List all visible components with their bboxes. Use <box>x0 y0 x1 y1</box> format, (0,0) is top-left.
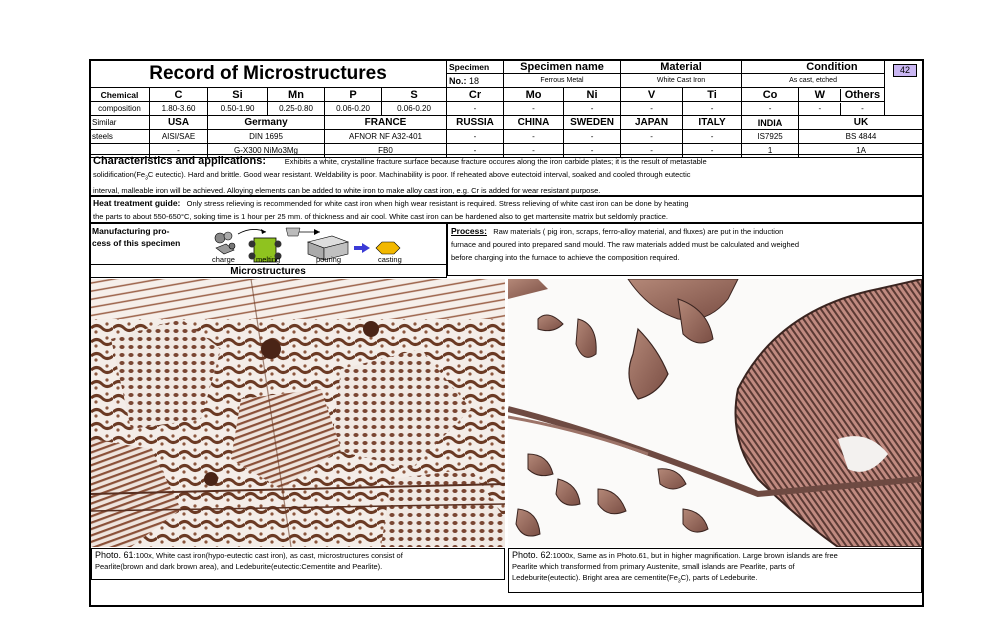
grade-india: 1 <box>742 144 799 158</box>
manufacturing-heading-2: cess of this specimen <box>92 238 181 248</box>
condition-label: Condition <box>742 60 885 74</box>
photo-62-subscript: 3 <box>677 578 681 585</box>
condition-value: As cast, etched <box>742 74 885 88</box>
chemical-label: Chemical <box>90 88 150 102</box>
country-usa: USA <box>150 116 208 130</box>
characteristics-text-2a: solidification(Fe <box>93 169 146 179</box>
value-mo: - <box>504 102 564 116</box>
grade-japan: - <box>621 144 683 158</box>
std-japan: - <box>621 130 683 144</box>
photo-62-label: Photo. 62 <box>512 550 551 560</box>
value-cr: - <box>447 102 504 116</box>
element-mn: Mn <box>268 88 325 102</box>
page-title: Record of Microstructures <box>90 60 447 88</box>
element-w: W Others <box>799 88 885 102</box>
microstructures-label: Microstructures <box>89 264 447 278</box>
photo-62-text-3b: C), parts of Ledeburite. <box>680 573 758 582</box>
element-cr: Cr <box>447 88 504 102</box>
grade-usa: - <box>150 144 208 158</box>
characteristics-subscript: 3 <box>145 175 148 181</box>
country-china: CHINA <box>504 116 564 130</box>
value-s: 0.06-0.20 <box>382 102 447 116</box>
element-ni: Ni <box>564 88 621 102</box>
specimen-name-value: Ferrous Metal <box>504 74 621 88</box>
value-w-others: - - <box>799 102 885 116</box>
element-s: S <box>382 88 447 102</box>
heat-treatment-text-1: Only stress relieving is recommended for white cast iron when high wear resistant is required. Stress relieving of white cast iron can be done by heating <box>186 199 689 208</box>
country-germany: Germany <box>208 116 325 130</box>
photo-61-text-1: :100x, White cast iron(hypo-eutectic cast iron), as cast, microstructures consist of <box>133 551 403 560</box>
process-text-2: furnace and poured into prepared sand mould. The raw materials added must be calculated and weighed <box>451 240 799 249</box>
manufacturing-heading-1: Manufacturing pro- <box>92 226 170 236</box>
process-heading: Process: <box>451 226 487 236</box>
std-india: IS7925 <box>742 130 799 144</box>
value-co: - <box>742 102 799 116</box>
similar-label: Similar <box>90 116 150 130</box>
material-label: Material <box>621 60 742 74</box>
characteristics-heading: Characteristics and applications: <box>93 155 266 167</box>
step-pouring: pouring <box>316 255 342 264</box>
value-si: 0.50-1.90 <box>208 102 268 116</box>
country-japan: JAPAN <box>621 116 683 130</box>
std-italy: - <box>683 130 742 144</box>
steels-label: steels <box>90 130 150 144</box>
material-value: White Cast Iron <box>621 74 742 88</box>
country-russia: RUSSIA <box>447 116 504 130</box>
country-italy: ITALY <box>683 116 742 130</box>
std-russia: - <box>447 130 504 144</box>
element-mo: Mo <box>504 88 564 102</box>
value-ti: - <box>683 102 742 116</box>
value-c: 1.80-3.60 <box>150 102 208 116</box>
specimen-number: No.: 18 <box>447 74 504 88</box>
process-text-1: Raw materials ( pig iron, scraps, ferro-alloy material, and fluxes) are put in the induction <box>493 227 784 236</box>
photo-61-text-2: Pearlite(brown and dark brown area), and Ledeburite(eutectic:Cementite and Pearlite). <box>95 562 383 571</box>
std-france: AFNOR NF A32-401 <box>325 130 447 144</box>
value-mn: 0.25-0.80 <box>268 102 325 116</box>
photo-61-label: Photo. 61 <box>95 550 134 560</box>
std-sweden: - <box>564 130 621 144</box>
country-uk: UK <box>799 116 924 130</box>
characteristics-text-1: Exhibits a white, crystalline fracture surface because fracture occures along the iron carbide plates; it is the result of metastable <box>284 157 707 166</box>
heat-treatment-heading: Heat treatment guide: <box>93 198 181 208</box>
country-france: FRANCE <box>325 116 447 130</box>
sheet-border <box>89 59 924 607</box>
process-text-3: before charging into the furnace to achieve the composition required. <box>451 253 680 262</box>
heat-treatment-text-2: the parts to about 550-650°C, soking time is 1 hour per 25 mm. of thickness and air cool. White cast iron can be hardened also to get martensite matrix but seldomly practice. <box>93 211 668 221</box>
element-ti: Ti <box>683 88 742 102</box>
specimen-name-label: Specimen name <box>504 60 621 74</box>
grade-uk: 1A <box>799 144 924 158</box>
std-germany: DIN 1695 <box>208 130 325 144</box>
value-p: 0.06-0.20 <box>325 102 382 116</box>
step-melting: melting <box>256 255 281 264</box>
value-ni: - <box>564 102 621 116</box>
photo-62-text-1: :1000x, Same as in Photo.61, but in higher magnification. Large brown islands are free <box>550 551 838 560</box>
element-p: P <box>325 88 382 102</box>
characteristics-text-3: interval, malleable iron will be achieved. Alloying elements can be added to white iron to make alloy cast iron, e.g. Cr is added for wear resistant purpose. <box>93 185 601 195</box>
photo-62-text-2: Pearlite which transformed from primary Austenite, small islands are Pearlite, parts of <box>512 562 795 571</box>
grade-russia: - <box>447 144 504 158</box>
std-usa: AISI/SAE <box>150 130 208 144</box>
step-charge: charge <box>212 255 235 264</box>
grade-france: FB0 <box>325 144 447 158</box>
photo-62-text-3: Ledeburite(eutectic). Bright area are cementite(Fe <box>512 573 678 582</box>
country-india: INDIA <box>742 116 799 130</box>
grade-italy: - <box>683 144 742 158</box>
element-co: Co <box>742 88 799 102</box>
element-v: V <box>621 88 683 102</box>
composition-label: composition <box>90 102 150 116</box>
grade-germany: G-X300 NiMo3Mg <box>208 144 325 158</box>
step-casting: casting <box>378 255 402 264</box>
characteristics-text-2b: C eutectic). Hard and brittle. Good wear resistant. Weldability is poor. Machinability is poor. If reheated above eutectoid interval, soaked and cooled through eutectic <box>147 169 691 179</box>
country-sweden: SWEDEN <box>564 116 621 130</box>
grade-china: - <box>504 144 564 158</box>
page-number-badge: 42 <box>893 60 917 78</box>
grade-sweden: - <box>564 144 621 158</box>
element-c: C <box>150 88 208 102</box>
value-v: - <box>621 102 683 116</box>
std-uk: BS 4844 <box>799 130 924 144</box>
specimen-label: Specimen <box>447 60 504 74</box>
std-china: - <box>504 130 564 144</box>
element-si: Si <box>208 88 268 102</box>
